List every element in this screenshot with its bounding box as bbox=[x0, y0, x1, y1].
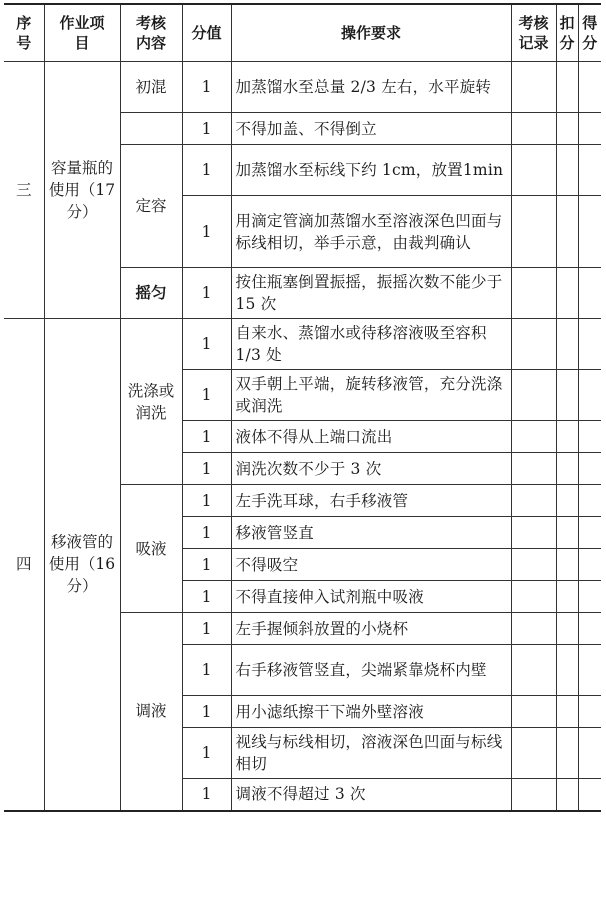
gain-cell bbox=[578, 268, 601, 319]
gain-cell bbox=[578, 696, 601, 728]
score-cell: 1 bbox=[182, 113, 231, 145]
requirement-cell: 移液管竖直 bbox=[231, 517, 511, 549]
content-cell: 摇匀 bbox=[120, 268, 182, 319]
gain-cell bbox=[578, 613, 601, 645]
score-cell: 1 bbox=[182, 268, 231, 319]
record-cell bbox=[511, 696, 556, 728]
header-requirement: 操作要求 bbox=[231, 4, 511, 62]
gain-cell bbox=[578, 421, 601, 453]
requirement-cell: 用滴定管滴加蒸馏水至溶液深色凹面与标线相切，举手示意，由裁判确认 bbox=[231, 196, 511, 268]
section-seq: 三 bbox=[4, 62, 44, 319]
gain-cell bbox=[578, 779, 601, 811]
record-cell bbox=[511, 113, 556, 145]
deduct-cell bbox=[556, 696, 578, 728]
score-cell: 1 bbox=[182, 62, 231, 113]
score-cell: 1 bbox=[182, 549, 231, 581]
section-seq: 四 bbox=[4, 319, 44, 811]
requirement-cell: 润洗次数不少于 3 次 bbox=[231, 453, 511, 485]
content-cell: 吸液 bbox=[120, 485, 182, 613]
section-item: 移液管的使用（16分） bbox=[44, 319, 120, 811]
requirement-cell: 右手移液管竖直，尖端紧靠烧杯内壁 bbox=[231, 645, 511, 696]
content-cell: 初混 bbox=[120, 62, 182, 113]
deduct-cell bbox=[556, 645, 578, 696]
record-cell bbox=[511, 453, 556, 485]
score-cell: 1 bbox=[182, 696, 231, 728]
header-row bbox=[4, 4, 601, 62]
deduct-cell bbox=[556, 421, 578, 453]
requirement-cell: 加蒸馏水至标线下约 1cm，放置1min bbox=[231, 145, 511, 196]
record-cell bbox=[511, 370, 556, 421]
record-cell bbox=[511, 517, 556, 549]
table-row bbox=[4, 62, 601, 113]
record-cell bbox=[511, 268, 556, 319]
gain-cell bbox=[578, 370, 601, 421]
header-content: 考核内容 bbox=[120, 4, 182, 62]
score-cell: 1 bbox=[182, 779, 231, 811]
requirement-cell: 不得吸空 bbox=[231, 549, 511, 581]
record-cell bbox=[511, 779, 556, 811]
deduct-cell bbox=[556, 517, 578, 549]
header-score: 分值 bbox=[182, 4, 231, 62]
content-cell: 调液 bbox=[120, 613, 182, 811]
deduct-cell bbox=[556, 779, 578, 811]
deduct-cell bbox=[556, 62, 578, 113]
requirement-cell: 自来水、蒸馏水或待移溶液吸至容积 1/3 处 bbox=[231, 319, 511, 370]
score-cell: 1 bbox=[182, 453, 231, 485]
requirement-cell: 左手洗耳球，右手移液管 bbox=[231, 485, 511, 517]
gain-cell bbox=[578, 62, 601, 113]
record-cell bbox=[511, 581, 556, 613]
record-cell bbox=[511, 645, 556, 696]
table-row bbox=[4, 319, 601, 370]
score-cell: 1 bbox=[182, 581, 231, 613]
requirement-cell: 左手握倾斜放置的小烧杯 bbox=[231, 613, 511, 645]
gain-cell bbox=[578, 645, 601, 696]
header-record: 考核记录 bbox=[511, 4, 556, 62]
header-gain: 得分 bbox=[578, 4, 601, 62]
requirement-cell: 调液不得超过 3 次 bbox=[231, 779, 511, 811]
gain-cell bbox=[578, 549, 601, 581]
gain-cell bbox=[578, 485, 601, 517]
record-cell bbox=[511, 319, 556, 370]
record-cell bbox=[511, 549, 556, 581]
header-deduct: 扣分 bbox=[556, 4, 578, 62]
requirement-cell: 按住瓶塞倒置振摇，振摇次数不能少于 15 次 bbox=[231, 268, 511, 319]
gain-cell bbox=[578, 196, 601, 268]
assessment-table bbox=[4, 3, 601, 812]
requirement-cell: 不得直接伸入试剂瓶中吸液 bbox=[231, 581, 511, 613]
requirement-cell: 双手朝上平端，旋转移液管，充分洗涤或润洗 bbox=[231, 370, 511, 421]
gain-cell bbox=[578, 581, 601, 613]
requirement-cell: 视线与标线相切，溶液深色凹面与标线相切 bbox=[231, 728, 511, 779]
score-cell: 1 bbox=[182, 421, 231, 453]
score-cell: 1 bbox=[182, 613, 231, 645]
score-cell: 1 bbox=[182, 517, 231, 549]
requirement-cell: 加蒸馏水至总量 2/3 左右，水平旋转 bbox=[231, 62, 511, 113]
deduct-cell bbox=[556, 485, 578, 517]
gain-cell bbox=[578, 453, 601, 485]
deduct-cell bbox=[556, 113, 578, 145]
deduct-cell bbox=[556, 453, 578, 485]
score-cell: 1 bbox=[182, 145, 231, 196]
gain-cell bbox=[578, 113, 601, 145]
gain-cell bbox=[578, 517, 601, 549]
deduct-cell bbox=[556, 613, 578, 645]
record-cell bbox=[511, 196, 556, 268]
record-cell bbox=[511, 145, 556, 196]
header-item: 作业项目 bbox=[44, 4, 120, 62]
gain-cell bbox=[578, 728, 601, 779]
record-cell bbox=[511, 421, 556, 453]
deduct-cell bbox=[556, 196, 578, 268]
record-cell bbox=[511, 485, 556, 517]
record-cell bbox=[511, 62, 556, 113]
content-cell: 定容 bbox=[120, 145, 182, 268]
score-cell: 1 bbox=[182, 645, 231, 696]
gain-cell bbox=[578, 145, 601, 196]
deduct-cell bbox=[556, 319, 578, 370]
score-cell: 1 bbox=[182, 485, 231, 517]
content-cell bbox=[120, 113, 182, 145]
section-item: 容量瓶的使用（17分） bbox=[44, 62, 120, 319]
score-cell: 1 bbox=[182, 196, 231, 268]
deduct-cell bbox=[556, 549, 578, 581]
deduct-cell bbox=[556, 581, 578, 613]
header-seq: 序号 bbox=[4, 4, 44, 62]
requirement-cell: 用小滤纸擦干下端外壁溶液 bbox=[231, 696, 511, 728]
score-cell: 1 bbox=[182, 319, 231, 370]
deduct-cell bbox=[556, 145, 578, 196]
deduct-cell bbox=[556, 728, 578, 779]
deduct-cell bbox=[556, 268, 578, 319]
requirement-cell: 液体不得从上端口流出 bbox=[231, 421, 511, 453]
deduct-cell bbox=[556, 370, 578, 421]
record-cell bbox=[511, 728, 556, 779]
gain-cell bbox=[578, 319, 601, 370]
record-cell bbox=[511, 613, 556, 645]
requirement-cell: 不得加盖、不得倒立 bbox=[231, 113, 511, 145]
score-cell: 1 bbox=[182, 370, 231, 421]
content-cell: 洗涤或润洗 bbox=[120, 319, 182, 485]
score-cell: 1 bbox=[182, 728, 231, 779]
